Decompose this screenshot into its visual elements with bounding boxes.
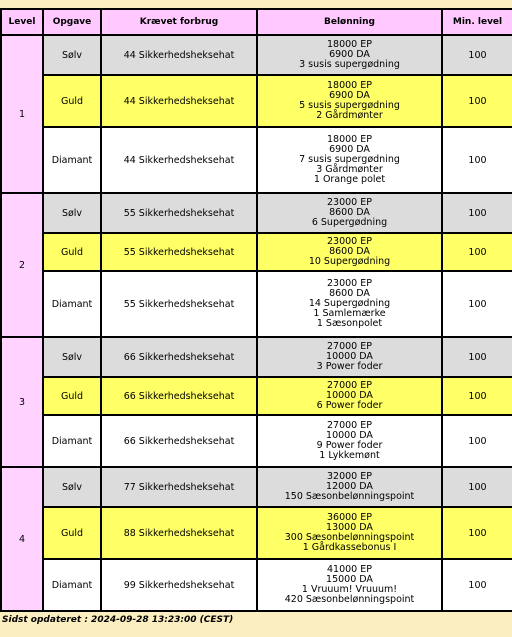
cost-cell: 88 Sikkerhedsheksehat [101,507,257,559]
table-row [1,415,512,467]
cost-cell: 77 Sikkerhedsheksehat [101,467,257,507]
reward-line: 6900 DA [329,144,370,155]
task-cell: Sølv [43,337,101,377]
col-header-reward: Belønning [257,9,442,35]
table-row [1,337,512,377]
reward-line: 1 Samlemærke [313,308,386,319]
min-level-cell: 100 [442,271,512,337]
reward-line: 1 Lykkemønt [319,450,380,461]
reward-line: 18000 EP [327,80,372,91]
min-level-cell: 100 [442,35,512,75]
task-cell: Guld [43,377,101,415]
task-cell: Diamant [43,127,101,193]
reward-line: 3 susis supergødning [299,59,400,70]
reward-line: 41000 EP [327,564,372,575]
level-cell: 2 [1,193,43,337]
reward-line: 3 Gårdmønter [316,164,383,175]
reward-line: 2 Gårdmønter [316,110,383,121]
cost-cell: 44 Sikkerhedsheksehat [101,75,257,127]
reward-cell [257,233,442,271]
task-cell: Sølv [43,35,101,75]
reward-line: 9 Power foder [316,440,383,451]
cost-cell: 55 Sikkerhedsheksehat [101,271,257,337]
table-row [1,377,512,415]
min-level-cell: 100 [442,559,512,611]
reward-line: 27000 EP [327,420,372,431]
task-cell: Guld [43,75,101,127]
reward-line: 18000 EP [327,134,372,145]
reward-cell [257,193,442,233]
rewards-table [0,8,512,612]
reward-line: 27000 EP [327,380,372,391]
table-row [1,127,512,193]
reward-cell [257,377,442,415]
task-cell: Diamant [43,415,101,467]
reward-cell [257,127,442,193]
col-header-level: Level [1,9,43,35]
cost-cell: 55 Sikkerhedsheksehat [101,233,257,271]
min-level-cell: 100 [442,415,512,467]
table-row [1,559,512,611]
min-level-cell: 100 [442,507,512,559]
table-row [1,233,512,271]
reward-line: 10000 DA [326,430,373,441]
reward-line: 1 Sæsonpolet [316,318,383,329]
cost-cell: 55 Sikkerhedsheksehat [101,193,257,233]
task-cell: Guld [43,507,101,559]
min-level-cell: 100 [442,337,512,377]
cost-cell: 99 Sikkerhedsheksehat [101,559,257,611]
reward-line: 6900 DA [329,49,370,60]
reward-cell [257,75,442,127]
reward-line: 6900 DA [329,90,370,101]
reward-line: 23000 EP [327,197,372,208]
reward-line: 10000 DA [326,351,373,362]
task-cell: Diamant [43,559,101,611]
reward-line: 1 Gårdkassebonus I [302,542,397,553]
reward-cell [257,559,442,611]
task-cell: Guld [43,233,101,271]
reward-line: 10000 DA [326,390,373,401]
reward-line: 10 Supergødning [308,256,391,267]
reward-cell [257,337,442,377]
cost-cell: 66 Sikkerhedsheksehat [101,415,257,467]
min-level-cell: 100 [442,467,512,507]
cost-cell: 44 Sikkerhedsheksehat [101,35,257,75]
reward-line: 3 Power foder [316,361,383,372]
reward-line: 1 Orange polet [313,174,386,185]
header-row [1,9,512,35]
reward-line: 6 Power foder [316,400,383,411]
table-row [1,271,512,337]
cost-cell: 66 Sikkerhedsheksehat [101,377,257,415]
min-level-cell: 100 [442,233,512,271]
reward-cell [257,35,442,75]
col-header-min-level: Min. level [442,9,512,35]
table-row [1,507,512,559]
reward-cell [257,415,442,467]
reward-line: 300 Sæsonbelønningspoint [284,532,415,543]
min-level-cell: 100 [442,377,512,415]
table-row [1,193,512,233]
reward-line: 6 Supergødning [311,217,388,228]
level-cell: 1 [1,35,43,193]
reward-line: 15000 DA [326,574,373,585]
task-cell: Diamant [43,271,101,337]
reward-line: 5 susis supergødning [299,100,400,111]
task-cell: Sølv [43,193,101,233]
reward-line: 18000 EP [327,39,372,50]
cost-cell: 44 Sikkerhedsheksehat [101,127,257,193]
reward-cell [257,507,442,559]
level-cell: 3 [1,337,43,467]
cost-cell: 66 Sikkerhedsheksehat [101,337,257,377]
reward-line: 8600 DA [329,246,370,257]
table-row [1,75,512,127]
reward-line: 36000 EP [327,512,372,523]
min-level-cell: 100 [442,127,512,193]
reward-cell [257,467,442,507]
reward-line: 13000 DA [326,522,373,533]
table-row [1,35,512,75]
reward-line: 23000 EP [327,278,372,289]
min-level-cell: 100 [442,193,512,233]
col-header-cost: Krævet forbrug [101,9,257,35]
reward-line: 12000 DA [326,481,373,492]
table-row [1,467,512,507]
reward-line: 7 susis supergødning [299,154,400,165]
reward-line: 14 Supergødning [308,298,391,309]
reward-line: 8600 DA [329,288,370,299]
reward-line: 27000 EP [327,341,372,352]
level-cell: 4 [1,467,43,611]
reward-line: 8600 DA [329,207,370,218]
last-updated: Sidst opdateret : 2024-09-28 13:23:00 (CEST) [2,615,234,625]
reward-line: 1 Vruuum! Vruuum! [301,584,398,595]
reward-line: 420 Sæsonbelønningspoint [284,594,415,605]
reward-line: 32000 EP [327,471,372,482]
col-header-task: Opgave [43,9,101,35]
min-level-cell: 100 [442,75,512,127]
reward-cell [257,271,442,337]
task-cell: Sølv [43,467,101,507]
reward-line: 150 Sæsonbelønningspoint [284,491,415,502]
reward-line: 23000 EP [327,236,372,247]
